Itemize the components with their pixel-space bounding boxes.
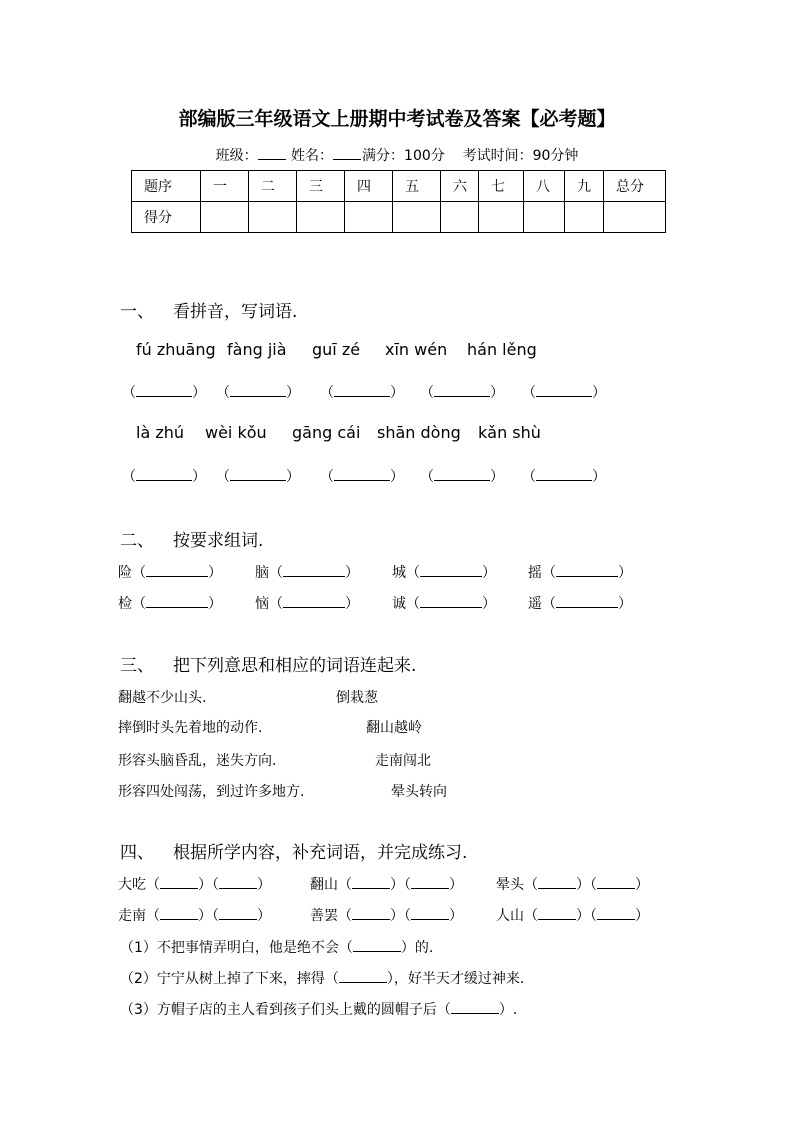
word-group-item[interactable]: 检（ ） [118,593,222,613]
word-group-item[interactable]: 城（ ） [392,562,496,582]
idiom-fill-item[interactable]: 大吃（ ）（ ） [118,874,271,894]
meaning-item: 形容头脑昏乱，迷失方向. [118,753,277,769]
name-blank[interactable] [333,147,361,160]
table-cell: 一 [201,171,249,202]
answer-blank[interactable]: （ ） [522,466,606,486]
answer-blank[interactable]: （ ） [122,466,206,486]
answer-blank[interactable]: （ ） [216,466,300,486]
answer-blank[interactable]: （ ） [216,382,300,402]
question-item[interactable]: （2）宁宁从树上掉了下来，摔得（ ），好半天才缓过神来. [120,968,524,988]
idiom-fill-item[interactable]: 走南（ ）（ ） [118,905,271,925]
table-cell: 总分 [604,171,666,202]
idiom-fill-item[interactable]: 善罢（ ）（ ） [310,905,463,925]
table-cell: 三 [297,171,345,202]
pinyin-item: hán lěng [467,340,537,359]
answer-blank[interactable]: （ ） [320,466,404,486]
exam-info [0,145,794,165]
score-cell[interactable] [479,202,524,233]
table-cell: 九 [565,171,604,202]
class-blank[interactable] [258,147,286,160]
section2-heading [120,526,263,551]
section1-heading [120,297,297,322]
section-title: 根据所学内容，补充词语，并完成练习. [173,843,468,863]
idiom-item: 翻山越岭 [366,720,422,736]
pinyin-item: gāng cái [292,423,361,442]
meaning-item: 翻越不少山头. [118,690,207,706]
table-cell: 题序 [132,171,201,202]
answer-blank[interactable]: （ ） [420,466,504,486]
question-item[interactable]: （1）不把事情弄明白，他是绝不会（ ）的. [120,937,433,957]
pinyin-item: xīn wén [385,340,448,359]
class-label: 班级： [215,148,258,164]
section4-heading [120,838,467,863]
section-number: 二、 [120,531,154,551]
section-number: 三、 [120,656,154,676]
idiom-fill-item[interactable]: 人山（ ）（ ） [496,905,649,925]
full-score: 满分：100分 [362,148,445,164]
idiom-item: 走南闯北 [375,753,431,769]
word-group-item[interactable]: 险（ ） [118,562,222,582]
pinyin-item: fàng jià [227,340,287,359]
section3-heading [120,651,416,676]
idiom-item: 晕头转向 [391,784,447,800]
score-cell[interactable] [345,202,393,233]
idiom-fill-item[interactable]: 晕头（ ）（ ） [496,874,649,894]
answer-blank[interactable]: （ ） [420,382,504,402]
table-cell: 六 [441,171,479,202]
score-cell[interactable] [565,202,604,233]
word-group-item[interactable]: 遥（ ） [528,593,632,613]
answer-blank[interactable]: （ ） [522,382,606,402]
section-number: 四、 [120,843,154,863]
word-group-item[interactable]: 恼（ ） [255,593,359,613]
meaning-item: 形容四处闯荡，到过许多地方. [118,784,305,800]
score-cell[interactable] [201,202,249,233]
section-title: 把下列意思和相应的词语连起来. [173,656,417,676]
section-title: 按要求组词. [173,531,264,551]
score-cell[interactable] [604,202,666,233]
exam-time: 考试时间：90分钟 [462,148,579,164]
word-group-item[interactable]: 摇（ ） [528,562,632,582]
score-table-score-row [132,202,666,233]
meaning-item: 摔倒时头先着地的动作. [118,720,263,736]
score-table-header-row [132,171,666,202]
table-cell: 七 [479,171,524,202]
score-cell[interactable] [297,202,345,233]
answer-blank[interactable]: （ ） [320,382,404,402]
pinyin-item: wèi kǒu [205,423,267,442]
score-cell[interactable] [249,202,297,233]
page-title: 部编版三年级语文上册期中考试卷及答案【必考题】 [178,108,616,130]
score-table [131,170,666,233]
table-cell: 五 [393,171,441,202]
word-group-item[interactable]: 诚（ ） [392,593,496,613]
answer-blank[interactable]: （ ） [122,382,206,402]
idiom-item: 倒栽葱 [336,690,378,706]
table-cell: 得分 [132,202,201,233]
table-cell: 八 [524,171,565,202]
pinyin-item: shān dòng [377,423,461,442]
score-cell[interactable] [393,202,441,233]
pinyin-item: guī zé [312,340,361,359]
idiom-fill-item[interactable]: 翻山（ ）（ ） [310,874,463,894]
pinyin-item: kǎn shù [478,423,541,442]
question-item[interactable]: （3）方帽子店的主人看到孩子们头上戴的圆帽子后（ ）. [120,999,517,1019]
section-title: 看拼音，写词语. [173,302,298,322]
table-cell: 四 [345,171,393,202]
word-group-item[interactable]: 脑（ ） [255,562,359,582]
score-cell[interactable] [524,202,565,233]
table-cell: 二 [249,171,297,202]
section-number: 一、 [120,302,154,322]
score-cell[interactable] [441,202,479,233]
pinyin-item: là zhú [136,423,185,442]
pinyin-item: fú zhuāng [136,340,216,359]
name-label: 姓名： [291,148,334,164]
